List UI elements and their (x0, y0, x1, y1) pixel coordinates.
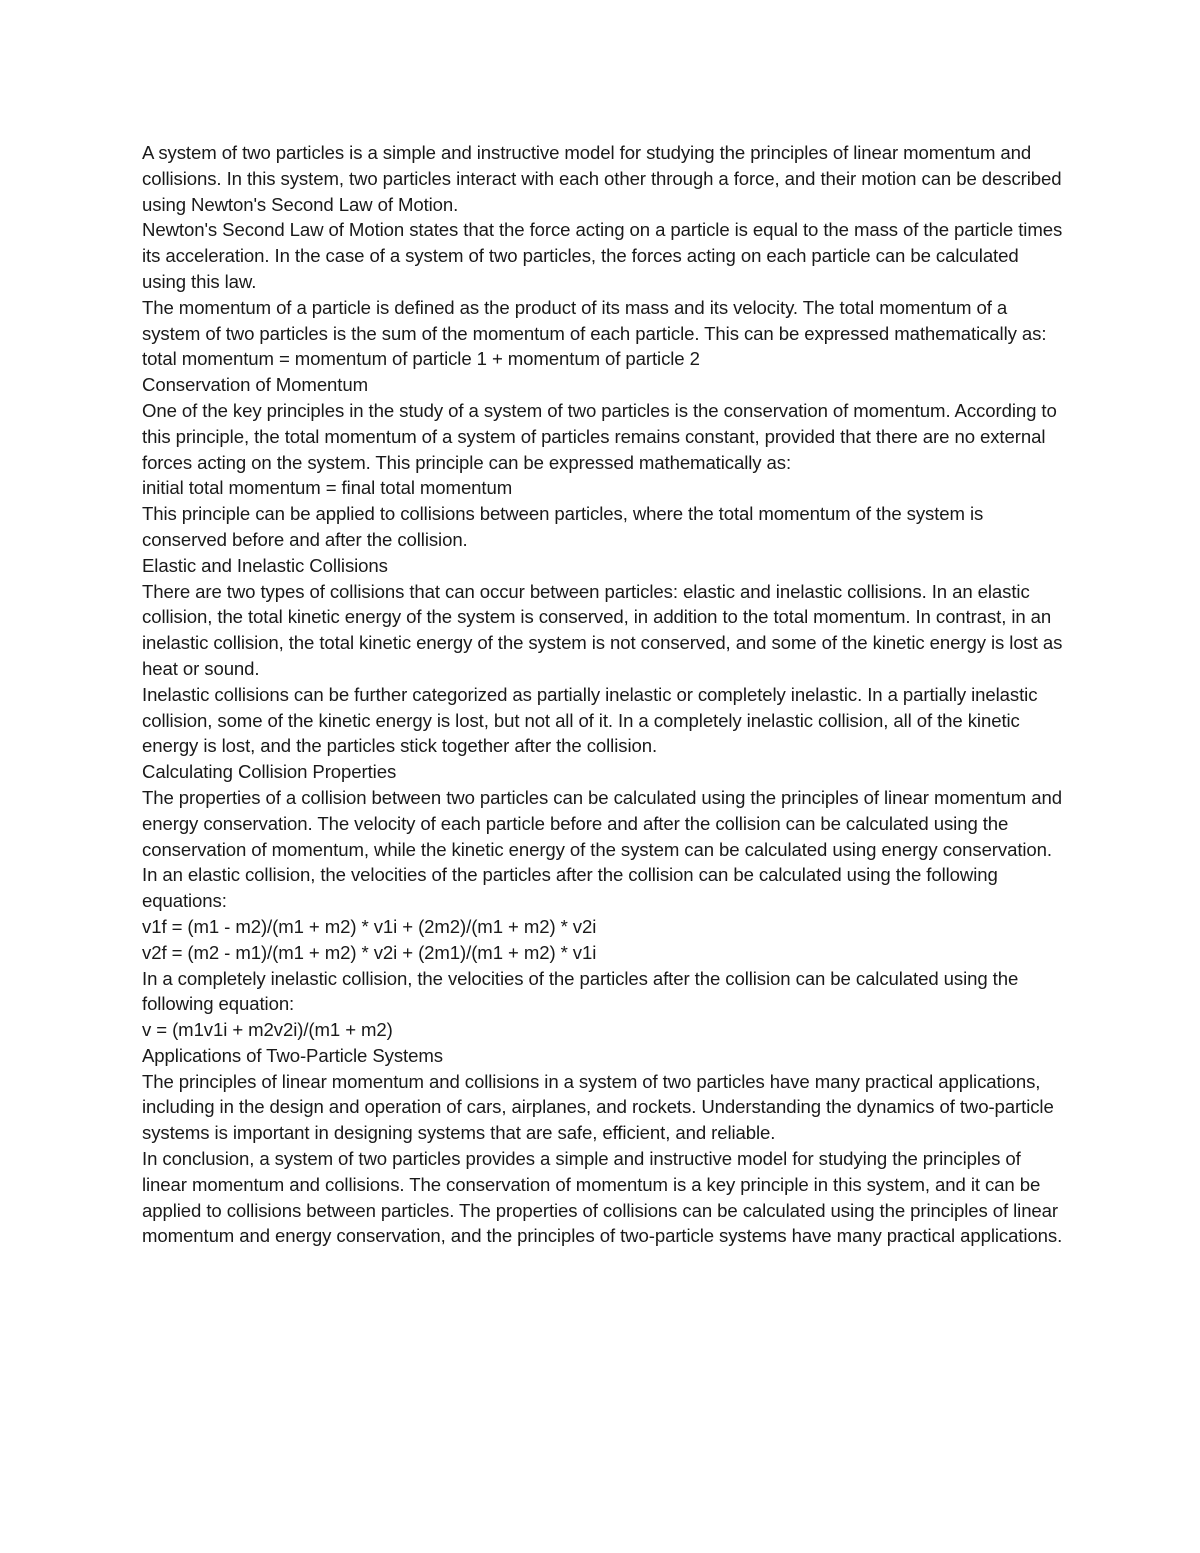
document-body (142, 140, 1064, 1249)
heading-conservation: Conservation of Momentum (142, 374, 368, 396)
equation-v2f: v2f = (m2 - m1)/(m1 + m2) * v2i + (2m1)/(m1 + m2) * v1i (142, 941, 597, 963)
paragraph-inelastic-categories: Inelastic collisions can be further categorized as partially inelastic or completely inelastic. In a partially inelastic collision, some of the kinetic energy is lost, but not all of it. In a completely inelastic collision, all of the kinetic energy is lost, and the particles stick together after the collision. (142, 683, 1038, 757)
paragraph-intro: A system of two particles is a simple and instructive model for studying the principles of linear momentum and collisions. In this system, two particles interact with each other through a force, and their motion can be described using Newton's Second Law of Motion. (142, 142, 1062, 215)
paragraph-applications: The principles of linear momentum and collisions in a system of two particles have many practical applications, including in the design and operation of cars, airplanes, and rockets. Understanding the dynamics of two-particle systems is important in designing systems that are safe, efficient, and reliable. (142, 1070, 1054, 1144)
paragraph-conclusion: In conclusion, a system of two particles provides a simple and instructive model for studying the principles of linear momentum and collisions. The conservation of momentum is a key principle in this system, and it can be applied to collisions between particles. The properties of collisions can be calculated using the principles of linear momentum and energy conservation, and the principles of two-particle systems have many practical applications. (142, 1148, 1063, 1247)
paragraph-elastic-equations-intro: In an elastic collision, the velocities of the particles after the collision can be calculated using the following equations: (142, 864, 998, 912)
heading-applications: Applications of Two-Particle Systems (142, 1044, 443, 1066)
paragraph-collision-types: There are two types of collisions that can occur between particles: elastic and inelastic collisions. In an elastic collision, the total kinetic energy of the system is conserved, in addition to the total momentum. In contrast, in an inelastic collision, the total kinetic energy of the system is not conserved, and some of the kinetic energy is lost as heat or sound. (142, 580, 1063, 679)
paragraph-newtons-law: Newton's Second Law of Motion states that the force acting on a particle is equal to the mass of the particle times its acceleration. In the case of a system of two particles, the forces acting on each particle can be calculated using this law. (142, 219, 1063, 292)
paragraph-conservation-collisions: This principle can be applied to collisions between particles, where the total momentum of the system is conserved before and after the collision. (142, 503, 984, 550)
paragraph-calculating: The properties of a collision between two particles can be calculated using the principles of linear momentum and energy conservation. The velocity of each particle before and after the collision can be calculated using the conservation of momentum, while the kinetic energy of the system can be calculated using energy conservation. (142, 786, 1062, 860)
equation-conservation: initial total momentum = final total momentum (142, 477, 513, 499)
equation-total-momentum: total momentum = momentum of particle 1 + momentum of particle 2 (142, 348, 700, 370)
paragraph-conservation: One of the key principles in the study of a system of two particles is the conservation of momentum. According to this principle, the total momentum of a system of particles remains constant, provided that there are no external forces acting on the system. This principle can be expressed mathematically as: (142, 399, 1057, 473)
equation-v1f: v1f = (m1 - m2)/(m1 + m2) * v1i + (2m2)/(m1 + m2) * v2i (142, 915, 597, 937)
heading-calculating: Calculating Collision Properties (142, 761, 397, 783)
paragraph-inelastic-equation-intro: In a completely inelastic collision, the velocities of the particles after the collision can be calculated using the following equation: (142, 967, 1019, 1015)
paragraph-momentum-definition: The momentum of a particle is defined as the product of its mass and its velocity. The total momentum of a system of two particles is the sum of the momentum of each particle. This can be expressed mathematically as: (142, 296, 1047, 344)
equation-v: v = (m1v1i + m2v2i)/(m1 + m2) (142, 1019, 393, 1041)
heading-elastic-inelastic: Elastic and Inelastic Collisions (142, 554, 388, 576)
